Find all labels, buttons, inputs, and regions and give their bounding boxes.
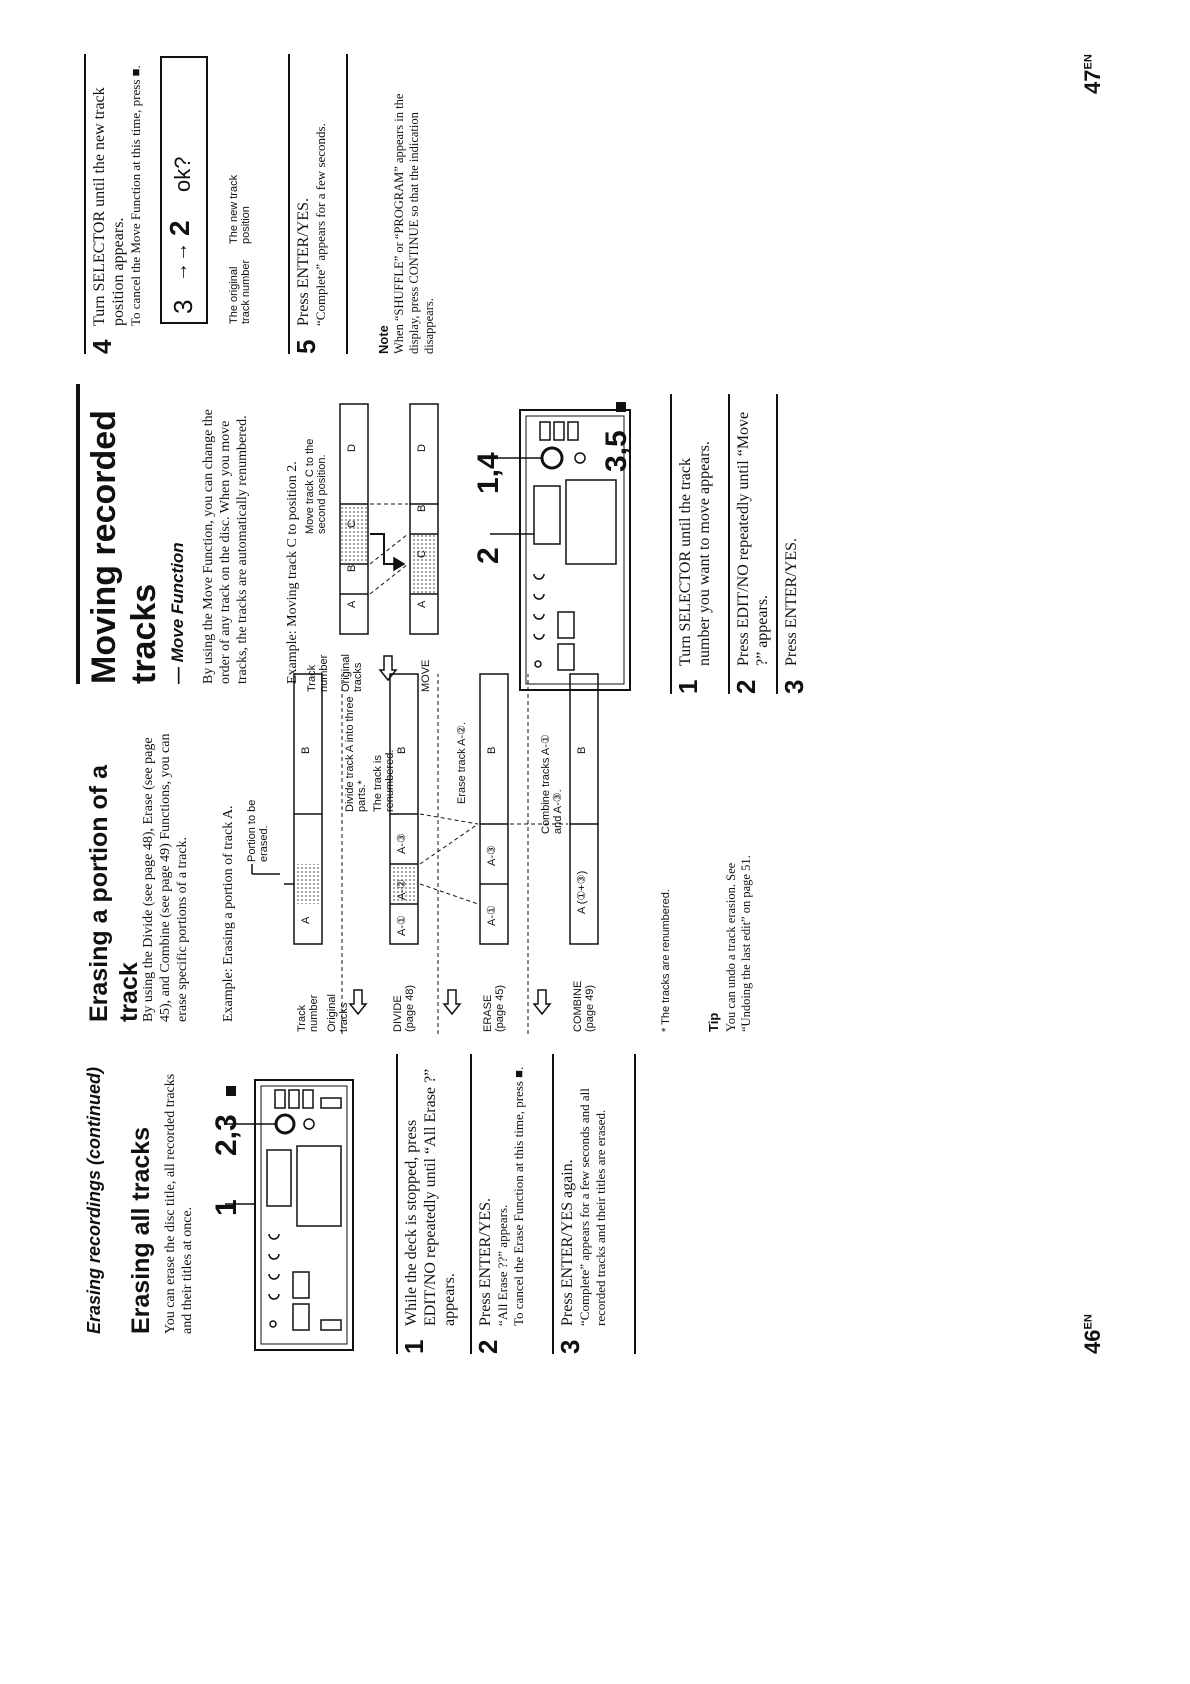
note-combine: Combine tracks A-① and A-③. bbox=[540, 734, 564, 834]
callout-move-1-4: 1,4 bbox=[472, 452, 505, 494]
step-erase-all-2: 2 Press ENTER/YES. “All Erase ??” appears. To cancel the Erase Function at this time, press ■. bbox=[470, 1054, 552, 1354]
move-cell-a: A bbox=[346, 600, 358, 608]
step-move-4: 4 Turn SELECTOR until the new track position appears. To cancel the Move Function at this time, press ■. bbox=[84, 54, 286, 354]
section-subtitle-move: — Move Function bbox=[168, 542, 187, 684]
note-text: When “SHUFFLE” or “PROGRAM” appears in the display, press CONTINUE so that the indication disappears. bbox=[392, 93, 436, 354]
move-after-c: C bbox=[416, 550, 428, 558]
label-erase: ERASE (page 45) bbox=[482, 984, 506, 1032]
label-original-track-number: The original track number bbox=[228, 259, 252, 324]
section-title-erase-portion: Erasing a portion of a track bbox=[85, 765, 143, 1022]
lcd-original-digit: 3 bbox=[168, 299, 198, 314]
tip-text: You can undo a track erasion. See “Undoing the last edit” on page 51. bbox=[724, 855, 753, 1032]
running-head: Erasing recordings (continued) bbox=[84, 1066, 104, 1334]
label-move: MOVE bbox=[420, 659, 432, 692]
label-portion-to-erase: Portion to be erased. bbox=[246, 799, 270, 862]
step-move-1: 1 Turn SELECTOR until the track number you want to move appears. bbox=[670, 394, 728, 694]
cell-a3-erase: A-③ bbox=[486, 845, 498, 866]
lcd-display bbox=[160, 56, 208, 324]
label-move-original: Original tracks bbox=[340, 654, 364, 692]
page-number-left: $46^{EN}$ bbox=[1080, 1314, 1105, 1354]
cell-a: A bbox=[300, 916, 312, 924]
callout-move-2: 2 bbox=[472, 547, 505, 564]
tip-heading: Tip bbox=[706, 1012, 721, 1032]
cell-a3: A-③ bbox=[396, 833, 408, 854]
label-original-tracks: Original tracks bbox=[326, 994, 350, 1032]
cell-a2: A-② bbox=[396, 879, 408, 900]
example-move: Example: Moving track C to position 2. bbox=[285, 461, 300, 684]
lcd-prompt: ok? bbox=[170, 156, 195, 192]
label-move-track-number: Track number bbox=[306, 654, 330, 692]
intro-erase-all: You can erase the disc title, all recorded tracks and their titles at once. bbox=[163, 1073, 195, 1334]
note-renumber: The track is renumbered. bbox=[372, 749, 396, 812]
cell-a1-erase: A-① bbox=[486, 905, 498, 926]
cell-b-divide: B bbox=[396, 746, 408, 754]
footnote: * The tracks are renumbered. bbox=[660, 889, 672, 1032]
label-divide: DIVIDE (page 48) bbox=[392, 984, 416, 1032]
label-track-number: Track number bbox=[296, 994, 320, 1032]
note-heading: Note bbox=[376, 325, 391, 354]
page-number-right: $47^{EN}$ bbox=[1080, 54, 1105, 94]
intro-move: By using the Move Function, you can change the order of any track on the disc. When you move tracks, the tracks are automatically renumbered. bbox=[201, 409, 250, 684]
erase-portion-diagram bbox=[240, 654, 660, 1034]
cell-a1: A-① bbox=[396, 915, 408, 936]
callout-1: 1 bbox=[210, 1199, 243, 1216]
cell-b: B bbox=[300, 746, 312, 754]
section-title-move: Moving recorded tracks bbox=[85, 410, 163, 684]
section-title-erase-all: Erasing all tracks bbox=[127, 1126, 155, 1334]
move-cell-c: C bbox=[346, 520, 358, 528]
title-rule bbox=[76, 384, 80, 684]
label-new-track-position: The new track position bbox=[228, 174, 252, 244]
cell-a13: A (①+③) bbox=[576, 870, 588, 914]
callout-2-3: 2,3 bbox=[210, 1114, 243, 1156]
intro-erase-portion: By using the Divide (see page 48), Erase (see page 45), and Combine (see page 49) Functions, you can erase specific portions of a track. bbox=[141, 733, 190, 1022]
lcd-new-digit: 2 bbox=[164, 220, 195, 236]
step-erase-all-1: 1 While the deck is stopped, press EDIT/NO repeatedly until “All Erase ?” appears. bbox=[396, 1054, 470, 1354]
lcd-arrows: →→ bbox=[170, 242, 192, 282]
callout-move-3-5: 3,5 bbox=[600, 430, 633, 472]
move-after-d: D bbox=[416, 444, 428, 452]
note-divide: Divide track A into three parts.* bbox=[344, 696, 368, 812]
move-cell-d: D bbox=[346, 444, 358, 452]
step-move-5: 5 Press ENTER/YES. “Complete” appears for a few seconds. bbox=[288, 54, 348, 354]
cell-b-combine: B bbox=[576, 746, 588, 754]
note-move: Move track C to the second position. bbox=[304, 438, 328, 534]
label-combine: COMBINE (page 49) bbox=[572, 980, 596, 1032]
cell-b-erase: B bbox=[486, 746, 498, 754]
move-after-a: A bbox=[416, 600, 428, 608]
step-move-2: 2 Press EDIT/NO repeatedly until “Move ?” appears. bbox=[728, 394, 776, 694]
move-after-b: B bbox=[416, 504, 428, 512]
example-erase-portion: Example: Erasing a portion of track A. bbox=[221, 805, 236, 1022]
step-move-3: 3 Press ENTER/YES. bbox=[776, 394, 814, 694]
stop-square-icon bbox=[226, 1086, 236, 1096]
stop-square-icon-right bbox=[616, 402, 626, 412]
note-erase: Erase track A-②. bbox=[456, 722, 468, 804]
step-erase-all-3: 3 Press ENTER/YES again. “Complete” appears for a few seconds and all recorded tracks and their titles are erased. bbox=[552, 1054, 636, 1354]
move-cell-b: B bbox=[346, 564, 358, 572]
